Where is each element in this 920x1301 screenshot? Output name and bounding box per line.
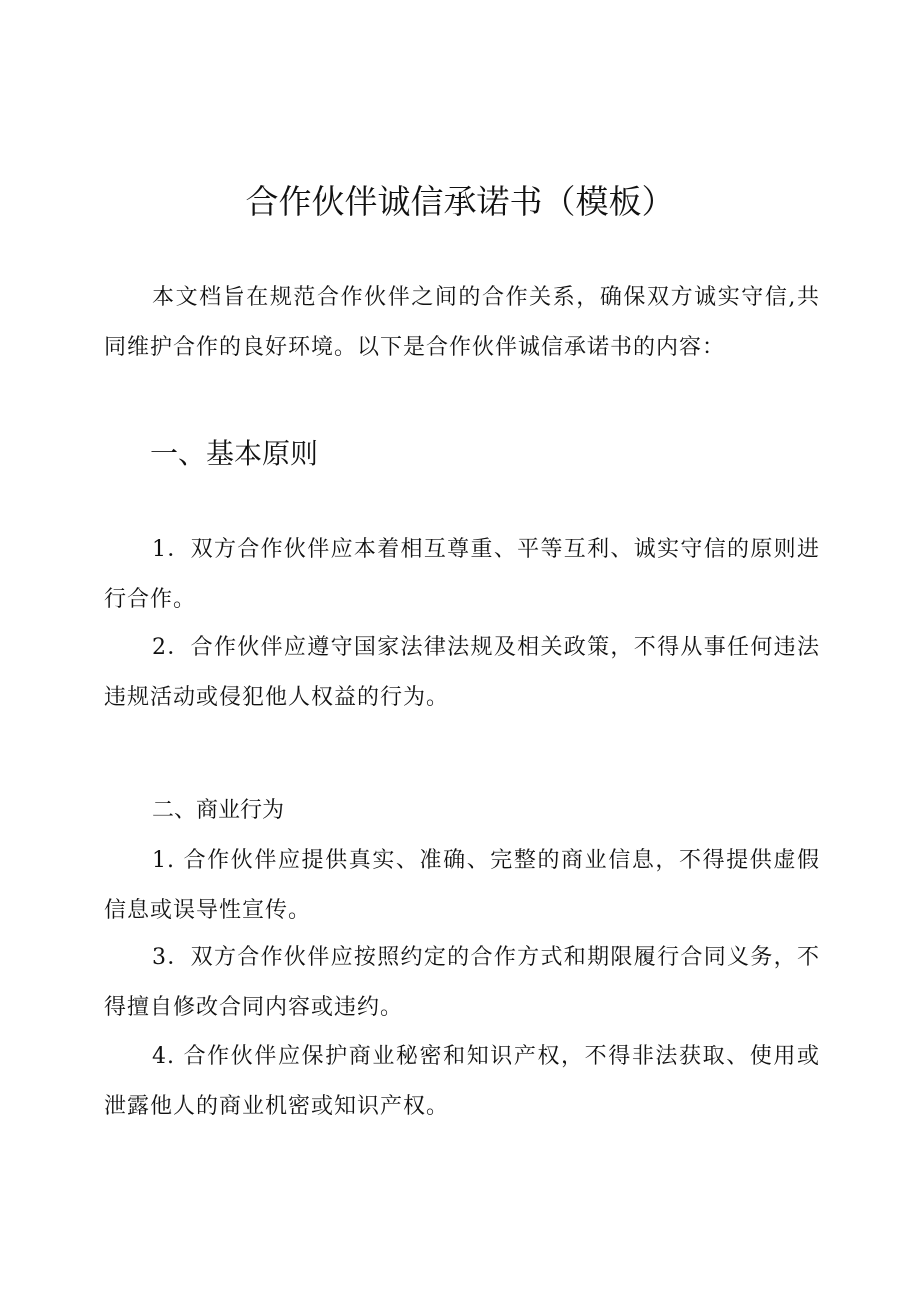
section-2-item-4: 4. 合作伙伴应保护商业秘密和知识产权，不得非法获取、使用或泄露他人的商业机密或知识产权。 (104, 1044, 820, 1119)
section-2-item-3: 3．双方合作伙伴应按照约定的合作方式和期限履行合同义务，不得擅自修改合同内容或违约。 (104, 945, 820, 1020)
intro-paragraph: 本文档旨在规范合作伙伴之间的合作关系，确保双方诚实守信,共同维护合作的良好环境。以下是合作伙伴诚信承诺书的内容： (104, 285, 820, 360)
section-2-heading: 二、商业行为 (152, 798, 285, 823)
section-2-item-1: 1. 合作伙伴应提供真实、准确、完整的商业信息，不得提供虚假信息或误导性宣传。 (104, 848, 820, 923)
section-1-item-1: 1．双方合作伙伴应本着相互尊重、平等互利、诚实守信的原则进行合作。 (104, 537, 820, 612)
document-title: 合作伙伴诚信承诺书（模板） (245, 182, 675, 221)
section-1-item-2: 2．合作伙伴应遵守国家法律法规及相关政策，不得从事任何违法违规活动或侵犯他人权益的行为。 (104, 635, 820, 710)
section-1-heading: 一、基本原则 (150, 437, 319, 470)
